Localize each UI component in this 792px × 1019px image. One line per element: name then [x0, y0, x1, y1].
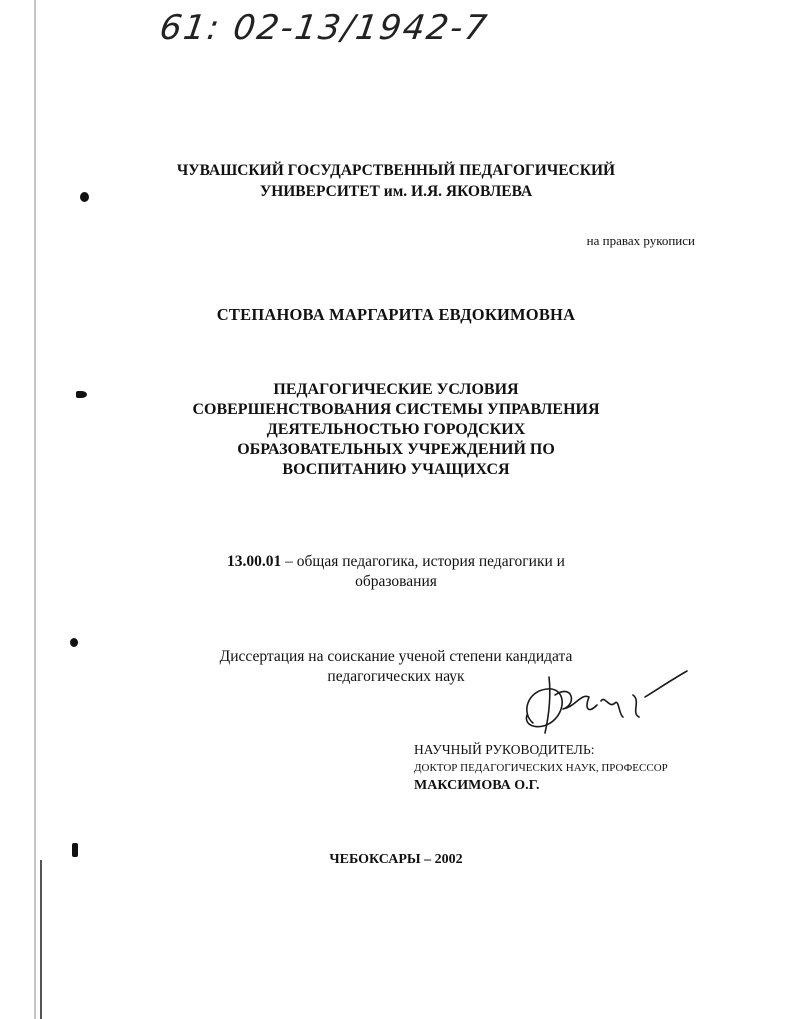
signature-mark — [515, 665, 695, 740]
title-line: ПЕДАГОГИЧЕСКИЕ УСЛОВИЯ — [273, 381, 519, 398]
degree-line-1: Диссертация на соискание ученой степени кандидата — [219, 648, 573, 665]
title-line: ОБРАЗОВАТЕЛЬНЫХ УЧРЕЖДЕНИЙ ПО — [237, 441, 555, 458]
supervisor-degree: ДОКТОР ПЕДАГОГИЧЕСКИХ НАУК, ПРОФЕССОР — [414, 762, 668, 774]
author-name: СТЕПАНОВА МАРГАРИТА ЕВДОКИМОВНА — [216, 305, 576, 324]
title-line: СОВЕРШЕНСТВОВАНИЯ СИСТЕМЫ УПРАВЛЕНИЯ — [192, 401, 600, 418]
scan-edge-line — [40, 860, 42, 1019]
supervisor-label: НАУЧНЫЙ РУКОВОДИТЕЛЬ: — [414, 742, 595, 757]
specialty — [0, 552, 792, 592]
manuscript-note: на правах рукописи — [586, 233, 695, 248]
supervisor-block — [414, 741, 714, 795]
handwritten-catalog-number: 61: 02-13/1942-7 — [157, 8, 492, 48]
degree-line-2: педагогических наук — [327, 668, 465, 685]
punch-hole-mark — [70, 638, 78, 647]
specialty-code: 13.00.01 — [227, 553, 282, 570]
title-line: ВОСПИТАНИЮ УЧАЩИХСЯ — [282, 461, 510, 478]
university-header — [0, 160, 792, 202]
title-line: ДЕЯТЕЛЬНОСТЬЮ ГОРОДСКИХ — [266, 421, 526, 438]
city-year: ЧЕБОКСАРЫ – 2002 — [329, 852, 463, 867]
university-line-2: УНИВЕРСИТЕТ им. И.Я. ЯКОВЛЕВА — [259, 183, 533, 200]
specialty-text-continued: образования — [355, 573, 437, 590]
supervisor-name: МАКСИМОВА О.Г. — [414, 778, 540, 793]
specialty-text: – общая педагогика, история педагогики и — [281, 553, 565, 570]
dissertation-title — [0, 380, 792, 480]
university-line-1: ЧУВАШСКИЙ ГОСУДАРСТВЕННЫЙ ПЕДАГОГИЧЕСКИЙ — [176, 162, 616, 179]
